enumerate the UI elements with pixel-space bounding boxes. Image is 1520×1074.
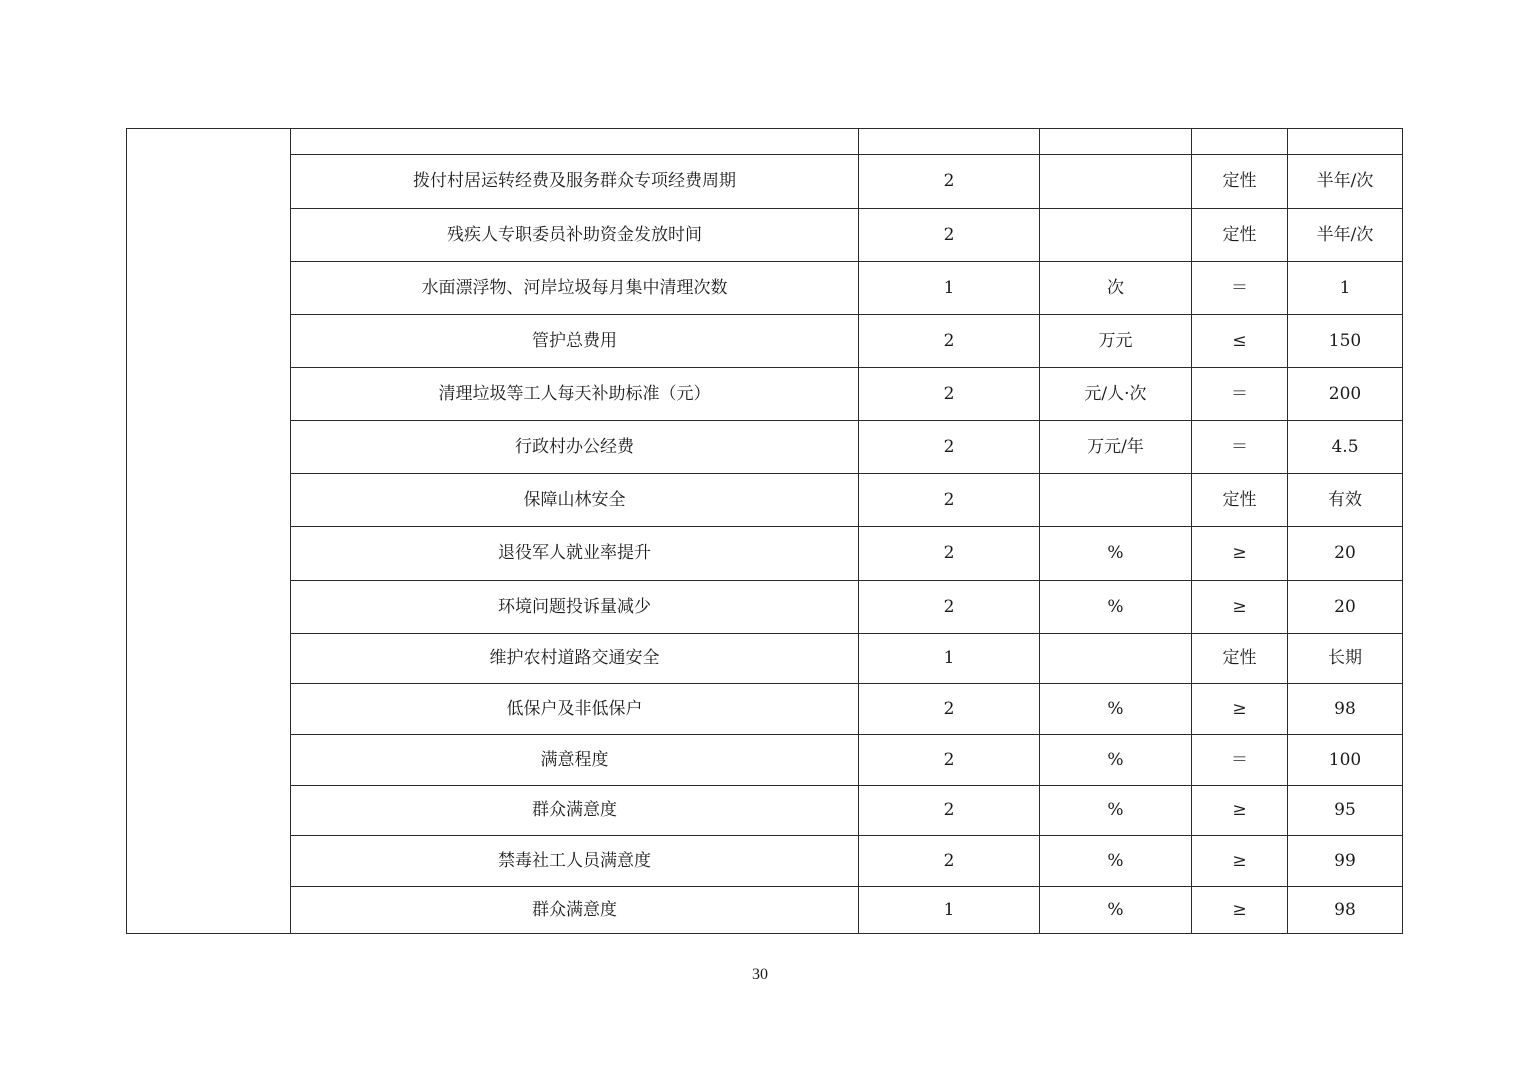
operator-cell: ≥	[1192, 527, 1288, 581]
table-row	[127, 786, 1403, 836]
table-row	[127, 836, 1403, 887]
indicator-cell: 清理垃圾等工人每天补助标准（元）	[291, 368, 859, 421]
score-cell: 2	[859, 155, 1040, 209]
operator-cell: ＝	[1192, 421, 1288, 474]
operator-cell: 定性	[1192, 209, 1288, 262]
operator-cell: ＝	[1192, 368, 1288, 421]
unit-cell	[1040, 474, 1192, 527]
unit-cell: %	[1040, 786, 1192, 836]
category-cell	[127, 129, 291, 934]
table-row	[127, 527, 1403, 581]
operator-cell: ＝	[1192, 262, 1288, 315]
unit-cell: %	[1040, 684, 1192, 735]
score-cell: 2	[859, 581, 1040, 634]
score-cell: 2	[859, 527, 1040, 581]
indicator-cell: 退役军人就业率提升	[291, 527, 859, 581]
target-cell: 1	[1288, 262, 1403, 315]
score-cell: 2	[859, 209, 1040, 262]
table-row	[127, 209, 1403, 262]
performance-indicator-table	[126, 128, 1403, 934]
table-row	[127, 581, 1403, 634]
target-cell: 4.5	[1288, 421, 1403, 474]
score-cell: 1	[859, 887, 1040, 934]
table-row	[127, 368, 1403, 421]
indicator-cell: 保障山林安全	[291, 474, 859, 527]
target-cell: 98	[1288, 684, 1403, 735]
unit-cell: %	[1040, 887, 1192, 934]
operator-cell: 定性	[1192, 634, 1288, 684]
table-row	[127, 315, 1403, 368]
target-cell: 20	[1288, 527, 1403, 581]
target-cell: 98	[1288, 887, 1403, 934]
table-row	[127, 262, 1403, 315]
score-cell: 2	[859, 735, 1040, 786]
unit-cell: %	[1040, 836, 1192, 887]
score-cell: 2	[859, 421, 1040, 474]
target-cell	[1288, 129, 1403, 155]
target-cell: 长期	[1288, 634, 1403, 684]
operator-cell: ≥	[1192, 836, 1288, 887]
indicator-cell: 环境问题投诉量减少	[291, 581, 859, 634]
operator-cell: ≥	[1192, 887, 1288, 934]
operator-cell: 定性	[1192, 155, 1288, 209]
table-row	[127, 421, 1403, 474]
indicator-cell: 禁毒社工人员满意度	[291, 836, 859, 887]
score-cell: 1	[859, 262, 1040, 315]
unit-cell	[1040, 155, 1192, 209]
indicator-cell: 拨付村居运转经费及服务群众专项经费周期	[291, 155, 859, 209]
table-row	[127, 735, 1403, 786]
target-cell: 200	[1288, 368, 1403, 421]
target-cell: 100	[1288, 735, 1403, 786]
operator-cell: ≤	[1192, 315, 1288, 368]
operator-cell	[1192, 129, 1288, 155]
operator-cell: 定性	[1192, 474, 1288, 527]
score-cell: 2	[859, 368, 1040, 421]
score-cell: 2	[859, 684, 1040, 735]
score-cell	[859, 129, 1040, 155]
target-cell: 99	[1288, 836, 1403, 887]
unit-cell	[1040, 129, 1192, 155]
score-cell: 1	[859, 634, 1040, 684]
table-row	[127, 474, 1403, 527]
score-cell: 2	[859, 315, 1040, 368]
indicator-cell: 群众满意度	[291, 786, 859, 836]
unit-cell: 万元/年	[1040, 421, 1192, 474]
table-row	[127, 129, 1403, 155]
indicator-cell: 管护总费用	[291, 315, 859, 368]
target-cell: 20	[1288, 581, 1403, 634]
unit-cell: %	[1040, 735, 1192, 786]
operator-cell: ≥	[1192, 684, 1288, 735]
unit-cell: 万元	[1040, 315, 1192, 368]
unit-cell: 次	[1040, 262, 1192, 315]
operator-cell: ≥	[1192, 581, 1288, 634]
table-row	[127, 684, 1403, 735]
table-row	[127, 887, 1403, 934]
unit-cell	[1040, 634, 1192, 684]
operator-cell: ≥	[1192, 786, 1288, 836]
indicator-cell: 残疾人专职委员补助资金发放时间	[291, 209, 859, 262]
score-cell: 2	[859, 836, 1040, 887]
target-cell: 150	[1288, 315, 1403, 368]
target-cell: 半年/次	[1288, 209, 1403, 262]
unit-cell: %	[1040, 581, 1192, 634]
table-row	[127, 155, 1403, 209]
table-row	[127, 634, 1403, 684]
indicator-cell: 群众满意度	[291, 887, 859, 934]
score-cell: 2	[859, 786, 1040, 836]
indicator-cell: 行政村办公经费	[291, 421, 859, 474]
indicator-cell: 满意程度	[291, 735, 859, 786]
unit-cell: %	[1040, 527, 1192, 581]
indicator-cell: 低保户及非低保户	[291, 684, 859, 735]
indicator-cell: 维护农村道路交通安全	[291, 634, 859, 684]
score-cell: 2	[859, 474, 1040, 527]
target-cell: 95	[1288, 786, 1403, 836]
target-cell: 半年/次	[1288, 155, 1403, 209]
unit-cell: 元/人·次	[1040, 368, 1192, 421]
operator-cell: ＝	[1192, 735, 1288, 786]
target-cell: 有效	[1288, 474, 1403, 527]
unit-cell	[1040, 209, 1192, 262]
page-number: 30	[752, 966, 768, 983]
indicator-cell	[291, 129, 859, 155]
indicator-cell: 水面漂浮物、河岸垃圾每月集中清理次数	[291, 262, 859, 315]
